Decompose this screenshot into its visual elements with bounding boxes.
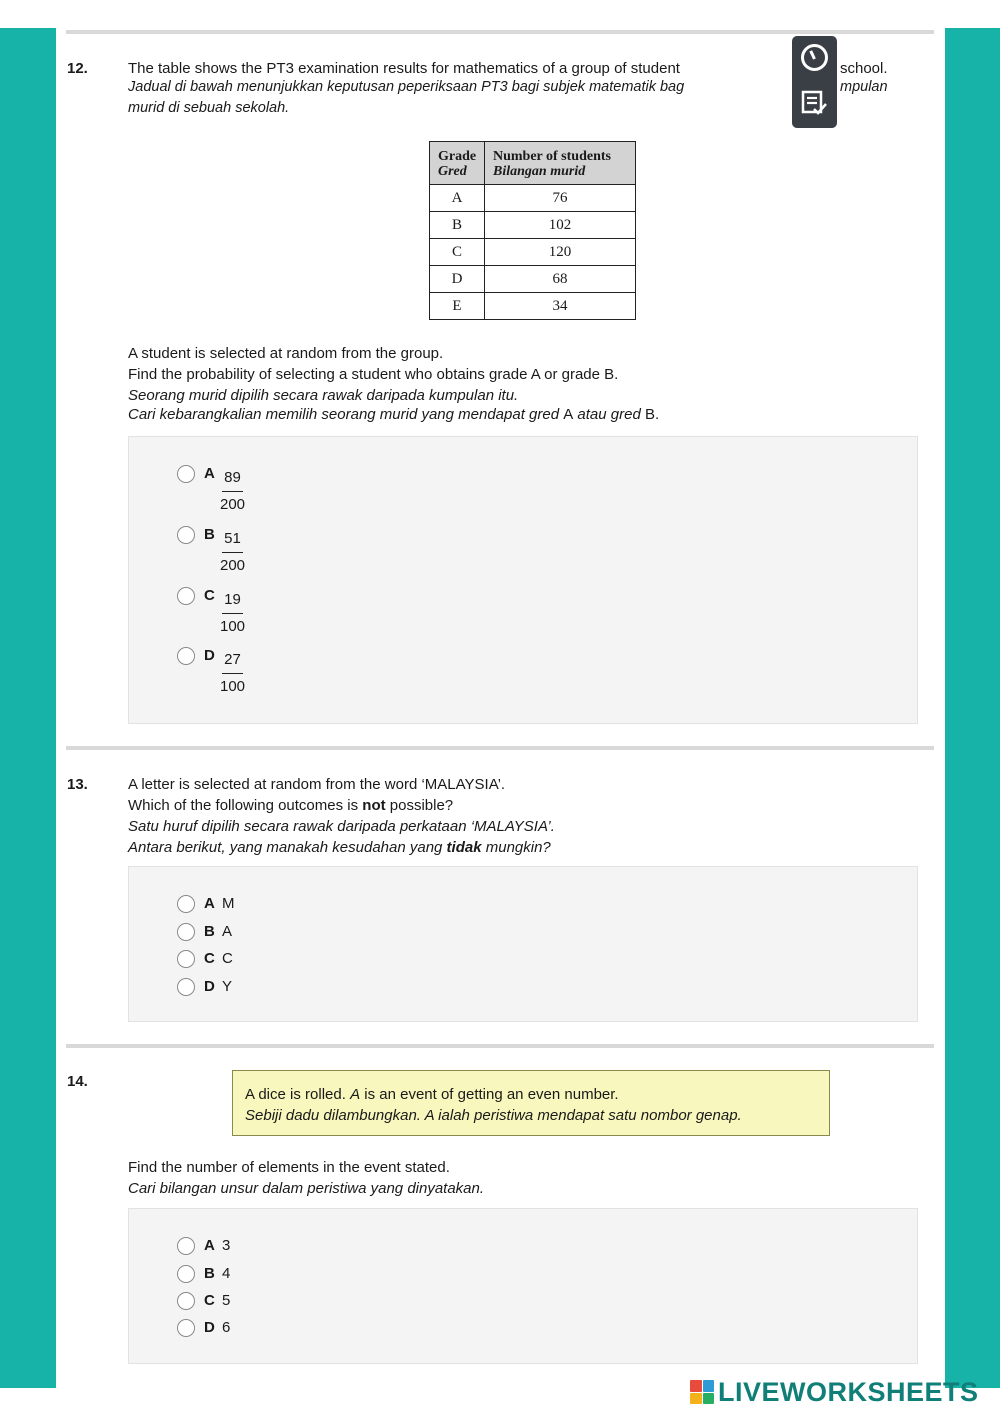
fraction: $\frac{89}{200}$ [220, 465, 245, 513]
answer-options [128, 436, 918, 724]
results-table [429, 141, 636, 320]
question-text-tail: school. [840, 60, 888, 77]
radio-button[interactable] [177, 978, 195, 996]
answer-option[interactable]: C $\frac{19}{100}$ [177, 587, 245, 635]
table-row: D 68 [430, 266, 636, 293]
question-text-ms: Seorang murid dipilih secara rawak daripada kumpulan itu. [128, 387, 519, 404]
divider [66, 746, 934, 750]
radio-button[interactable] [177, 1292, 195, 1310]
liveworksheets-logo-icon [690, 1380, 714, 1404]
radio-button[interactable] [177, 465, 195, 483]
radio-button[interactable] [177, 647, 195, 665]
answer-option[interactable]: D Y [177, 978, 232, 996]
answer-option[interactable]: A M [177, 895, 235, 913]
answer-option[interactable]: A $\frac{89}{200}$ [177, 465, 245, 513]
answer-option[interactable]: B 4 [177, 1265, 230, 1283]
answer-option[interactable]: B A [177, 923, 232, 941]
question-text: Find the number of elements in the event stated. [128, 1159, 450, 1176]
answer-option[interactable]: A 3 [177, 1237, 230, 1255]
fraction: $\frac{51}{200}$ [220, 526, 245, 574]
clock-icon[interactable] [801, 44, 828, 71]
question-text-ms: Jadual di bawah menunjukkan keputusan peperiksaan PT3 bagi subjek matematik bag [128, 79, 685, 95]
radio-button[interactable] [177, 1319, 195, 1337]
question-text: A letter is selected at random from the word ‘MALAYSIA’. [128, 776, 506, 793]
radio-button[interactable] [177, 587, 195, 605]
answer-options [128, 866, 918, 1022]
answer-option[interactable]: C C [177, 950, 233, 968]
question-text-ms: Antara berikut, yang manakah kesudahan yang tidak mungkin? [128, 839, 551, 856]
table-row: E 34 [430, 293, 636, 320]
left-teal-border [0, 28, 56, 1388]
table-row: C 120 [430, 239, 636, 266]
radio-button[interactable] [177, 923, 195, 941]
table-row: B 102 [430, 212, 636, 239]
question-number: 14. [67, 1073, 88, 1090]
radio-button[interactable] [177, 950, 195, 968]
radio-button[interactable] [177, 526, 195, 544]
table-header-grade: Grade Gred [430, 142, 485, 185]
checklist-icon[interactable] [800, 89, 829, 117]
note-text: A dice is rolled. A is an event of getting an even number. [245, 1086, 619, 1103]
radio-button[interactable] [177, 895, 195, 913]
brand-name: LIVEWORKSHEETS [718, 1376, 979, 1407]
question-number: 13. [67, 776, 88, 793]
radio-button[interactable] [177, 1265, 195, 1283]
brand-logo [690, 1377, 979, 1407]
question-text: Which of the following outcomes is not possible? [128, 797, 454, 814]
answer-option[interactable]: B $\frac{51}{200}$ [177, 526, 245, 574]
question-number: 12. [67, 60, 88, 77]
radio-button[interactable] [177, 1237, 195, 1255]
question-text: Find the probability of selecting a student who obtains grade A or grade B. [128, 366, 619, 383]
divider [66, 30, 934, 34]
answer-option[interactable]: C 5 [177, 1292, 230, 1310]
table-row: A 76 [430, 185, 636, 212]
divider [66, 1044, 934, 1048]
note-text-ms: Sebiji dadu dilambungkan. A ialah peristiwa mendapat satu nombor genap. [245, 1107, 742, 1124]
question-text-ms: Cari bilangan unsur dalam peristiwa yang dinyatakan. [128, 1180, 485, 1197]
event-note-box [232, 1070, 830, 1136]
question-text: A student is selected at random from the group. [128, 345, 444, 362]
question-text-ms-tail: mpulan [840, 79, 888, 95]
answer-option[interactable]: D 6 [177, 1319, 230, 1337]
question-text-ms: Satu huruf dipilih secara rawak daripada perkataan ‘MALAYSIA’. [128, 818, 555, 835]
fraction: $\frac{19}{100}$ [220, 587, 245, 635]
table-header-count: Number of students Bilangan murid [485, 142, 636, 185]
right-teal-border [945, 28, 1000, 1388]
question-text-ms: Cari kebarangkalian memilih seorang murid yang mendapat gred A atau gred B. [128, 406, 660, 423]
question-text-ms: murid di sebuah sekolah. [128, 100, 290, 116]
fraction: $\frac{27}{100}$ [220, 647, 245, 695]
tool-widget [792, 36, 837, 128]
answer-options [128, 1208, 918, 1364]
question-text: The table shows the PT3 examination results for mathematics of a group of student [128, 60, 680, 77]
answer-option[interactable]: D $\frac{27}{100}$ [177, 647, 245, 695]
